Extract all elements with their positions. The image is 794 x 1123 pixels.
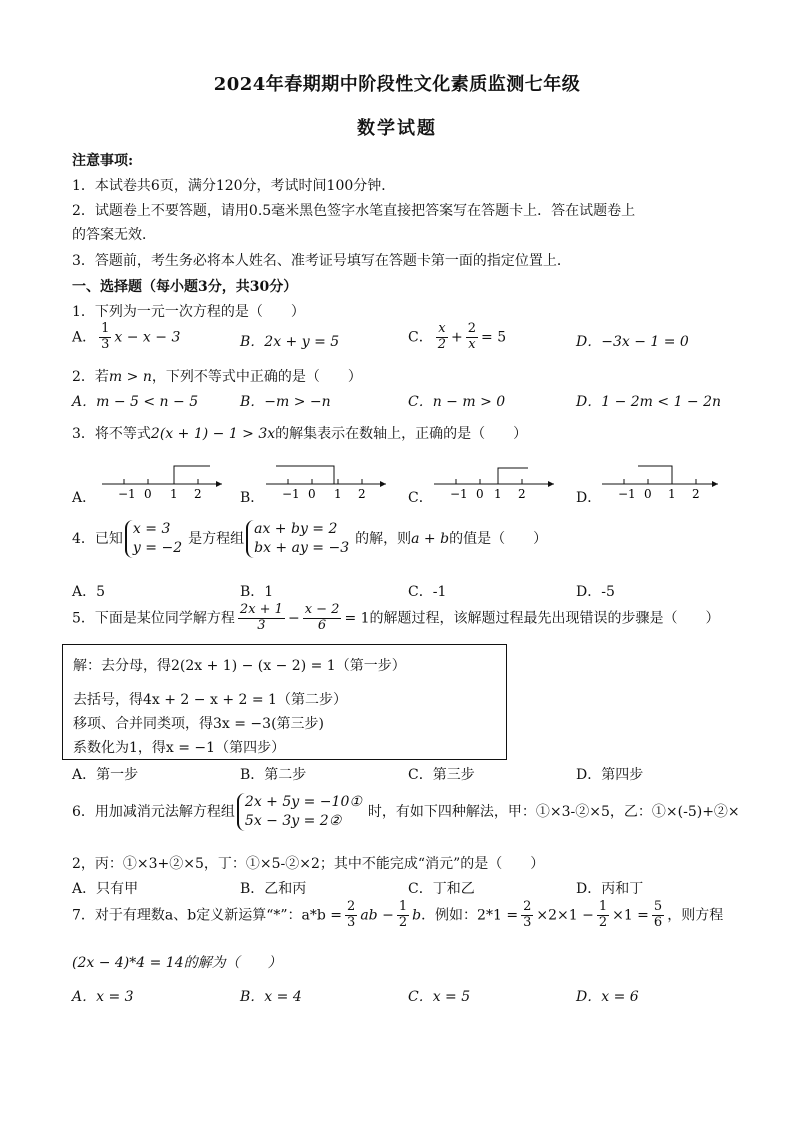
q1-c-frac1: $\frac{x}{2}$ <box>437 321 446 352</box>
q3-option-b-label: B． <box>240 490 265 506</box>
q5-stem: 5．下面是某位同学解方程 $\frac{2x + 1}{3}$ − $\frac{x - 2}{6}$ = 1的解题过程，该解题过程最先出现错误的步骤是（ ） <box>72 602 720 633</box>
q6-option-c: C．丁和乙 <box>408 881 475 897</box>
svg-text:2: 2 <box>194 487 202 501</box>
q1-option-a <box>72 322 180 353</box>
q1-option-c: C． $\frac{x}{2}$ + $\frac{2}{x}$ = 5 <box>408 321 507 352</box>
svg-text:1: 1 <box>334 487 342 501</box>
q1-a-label: A． <box>72 329 97 346</box>
svg-text:1: 1 <box>494 487 502 501</box>
q3-option-c-label: C． <box>408 490 433 506</box>
q3-number-line-a <box>98 460 228 506</box>
svg-text:−1: −1 <box>282 487 300 501</box>
q4-system-brace: ax + by = 2 bx + ay = −3 <box>246 520 353 558</box>
q1-a-fraction: $\frac{1}{3}$ <box>101 321 110 352</box>
q1-a-expr: x − x − 3 <box>114 329 181 346</box>
svg-text:2: 2 <box>692 487 700 501</box>
q4-option-a: A．5 <box>72 584 106 600</box>
q5-option-c: C．第三步 <box>408 767 475 783</box>
notice-heading: 注意事项: <box>72 153 134 169</box>
q5-step-2: 去括号，得4x + 2 − x + 2 = 1（第二步） <box>73 692 347 708</box>
q1-c-frac2: $\frac{2}{x}$ <box>467 321 477 352</box>
q4-option-c: C．-1 <box>408 584 447 600</box>
notice-item-3: 3．答题前，考生务必将本人姓名、准考证号填写在答题卡第一面的指定位置上． <box>72 253 571 269</box>
exam-title: 2024年春期期中阶段性文化素质监测七年级 <box>213 74 581 95</box>
q4-option-b: B．1 <box>240 584 274 600</box>
q4-solution-brace: x = 3 y = −2 <box>125 520 186 558</box>
q7-option-d: D．x = 6 <box>576 989 639 1005</box>
svg-text:2: 2 <box>518 487 526 501</box>
q5-solution-box <box>62 644 507 760</box>
q4-option-d: D．-5 <box>576 584 615 600</box>
svg-text:2: 2 <box>358 487 366 501</box>
svg-text:0: 0 <box>476 487 484 501</box>
q5-option-a: A．第一步 <box>72 767 139 783</box>
q3-option-d-label: D． <box>576 490 602 506</box>
q3-stem: 3．将不等式2(x + 1) − 1 > 3x的解集表示在数轴上，正确的是（ ） <box>72 426 528 442</box>
svg-text:−1: −1 <box>118 487 136 501</box>
q3-number-line-c <box>430 460 560 506</box>
q6-option-d: D．丙和丁 <box>576 881 644 897</box>
q3-number-line-d <box>598 460 722 506</box>
q2-option-c: C．n − m > 0 <box>408 394 506 410</box>
q2-option-a: A．m − 5 < n − 5 <box>72 394 199 410</box>
q1-option-b: B．2x + y = 5 <box>240 334 340 350</box>
q2-option-b: B．−m > −n <box>240 394 331 410</box>
section-heading: 一、选择题（每小题3分，共30分） <box>72 279 298 295</box>
exam-subtitle: 数学试题 <box>357 118 437 139</box>
q6-stem: 6．用加减消元法解方程组2x + 5y = −10① 5x − 3y = 2②时，有如下四种解法，甲：①×3-②×5，乙：①×(-5)+②× <box>72 794 740 829</box>
svg-text:0: 0 <box>308 487 316 501</box>
q1-option-d: D．−3x − 1 = 0 <box>576 334 689 350</box>
q2-stem: 2．若m > n，下列不等式中正确的是（ ） <box>72 369 362 385</box>
q6-option-b: B．乙和丙 <box>240 881 307 897</box>
q7-stem-cont: (2x − 4)*4 = 14的解为（ ） <box>72 955 282 971</box>
q7-stem: 7．对于有理数a、b定义新运算“*”：a*b = $\frac{2}{3}$ ab − $\frac{1}{2}$ b．例如：2*1 = $\frac{2}{3}$ ×2×1 − $\frac{1}{2}$ ×1 = $\frac{5}{6}$ ，则方程 <box>72 899 724 930</box>
q6-stem-cont: 2，丙：①×3+②×5，丁：①×5-②×2；其中不能完成“消元”的是（ ） <box>72 856 545 872</box>
q3-number-line-b <box>262 460 392 506</box>
svg-text:1: 1 <box>170 487 178 501</box>
q7-option-b: B．x = 4 <box>240 989 302 1005</box>
q7-option-a: A．x = 3 <box>72 989 134 1005</box>
notice-item-2: 2．试题卷上不要答题，请用0.5毫米黑色签字水笔直接把答案写在答题卡上．答在试题卷上 <box>72 203 636 219</box>
q5-step-3: 移项、合并同类项，得3x = −3(第三步) <box>73 716 324 732</box>
q5-option-b: B．第二步 <box>240 767 307 783</box>
q4-stem: 4．已知x = 3 y = −2是方程组ax + by = 2 bx + ay = −3的解，则a + b的值是（ ） <box>72 521 548 556</box>
q3-option-a-label: A． <box>72 490 97 506</box>
svg-text:−1: −1 <box>450 487 468 501</box>
notice-item-1: 1．本试卷共6页，满分120分，考试时间100分钟． <box>72 178 396 194</box>
q5-step-1: 解：去分母，得2(2x + 1) − (x − 2) = 1（第一步） <box>73 658 406 674</box>
q1-c-post: = 5 <box>481 329 507 346</box>
q1-c-label: C． <box>408 329 433 346</box>
q7-option-c: C．x = 5 <box>408 989 471 1005</box>
q1-stem: 1．下列为一元一次方程的是（ ） <box>72 304 305 320</box>
svg-text:0: 0 <box>644 487 652 501</box>
svg-text:−1: −1 <box>618 487 636 501</box>
svg-text:1: 1 <box>668 487 676 501</box>
q5-option-d: D．第四步 <box>576 767 644 783</box>
q5-step-4: 系数化为1，得x = −1（第四步） <box>73 740 286 756</box>
q6-option-a: A．只有甲 <box>72 881 139 897</box>
notice-item-2-cont: 的答案无效． <box>72 227 156 243</box>
svg-text:0: 0 <box>144 487 152 501</box>
q6-system-brace: 2x + 5y = −10① 5x − 3y = 2② <box>237 793 366 831</box>
q2-option-d: D．1 − 2m < 1 − 2n <box>576 394 722 410</box>
